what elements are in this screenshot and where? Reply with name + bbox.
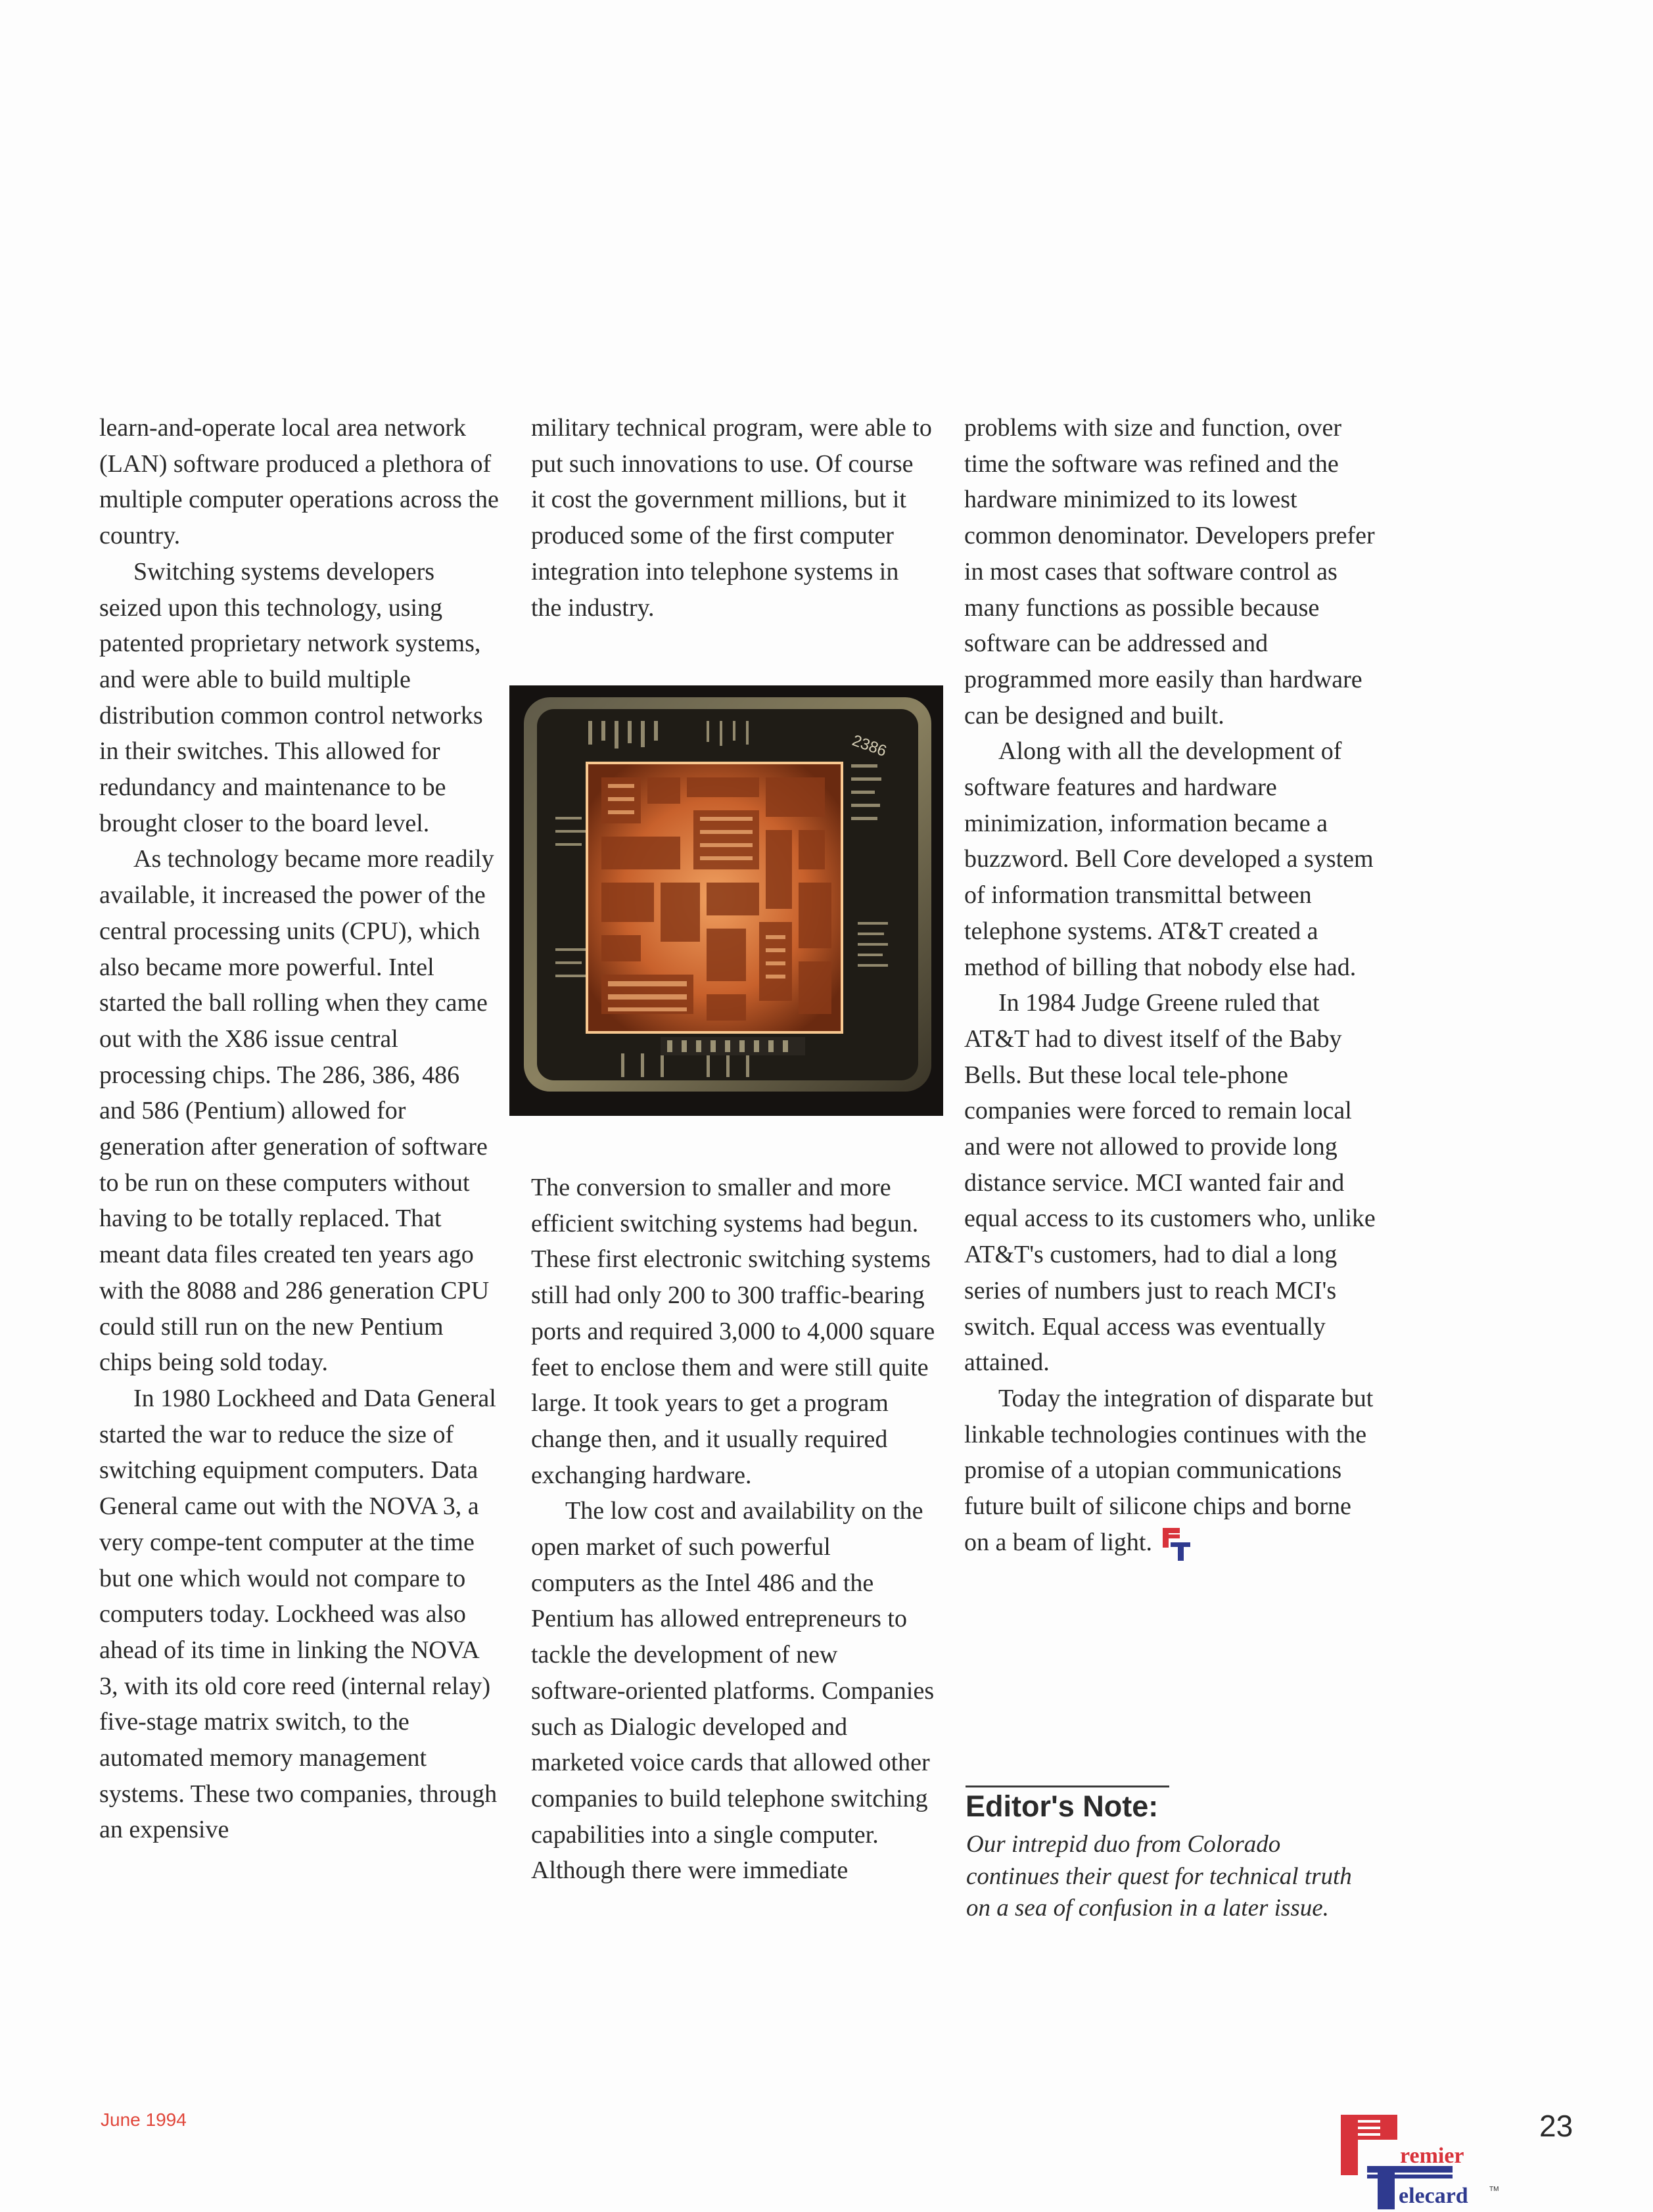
paragraph: military technical program, were able to put such innovations to use. Of course it cost the government millions, but it produced some of the first computer integration into telephone systems in the industry. (531, 414, 932, 622)
logo-trademark: TM (1489, 2186, 1499, 2193)
paragraph: In 1980 Lockheed and Data General started the war to reduce the size of switching equipment computers. Data General came out with the NOVA 3, a very compe-tent computer at the time but one which would not compare to computers today. Lockheed was also ahead of its time in linking the NOVA 3, with its old core reed (internal relay) five-stage matrix switch, to the automated memory management systems. These two companies, through an expensive (99, 1384, 498, 1844)
premier-telecard-logo (1339, 2112, 1501, 2211)
die-marking: 2386 (849, 731, 889, 760)
editors-note-title: Editor's Note: (966, 1789, 1159, 1823)
paragraph: learn-and-operate local area network (LAN) software produced a plethora of multiple computer operations across the country. (99, 414, 499, 550)
paragraph: The low cost and availability on the open market of such powerful computers as the Intel 486 and the Pentium has allowed entrepreneurs to tackle the development of new software-oriented platforms. Companies such as Dialogic developed and marketed voice cards that allowed other companies to build telephone switching capabilities into a single computer. Although there were immediate (531, 1497, 935, 1885)
paragraph: As technology became more readily available, it increased the power of the central processing units (CPU), which also became more powerful. Intel started the ball rolling when they came out with the X86 issue central processing chips. The 286, 386, 486 and 586 (Pentium) allowed for generation after generation of software to be run on these computers without having to be totally replaced. That meant data files created ten years ago with the 8088 and 286 generation CPU could still run on the new Pentium chips being sold today. (99, 845, 494, 1377)
paragraph (964, 1381, 1378, 1562)
editors-note-body: Our intrepid duo from Colorado continues their quest for technical truth on a sea of confusion in a later issue. (966, 1831, 1352, 1922)
end-of-article-logo-icon (1161, 1525, 1192, 1562)
article-column-3 (964, 410, 1378, 1562)
article-column-2-bottom (531, 1170, 937, 1889)
issue-date: June 1994 (101, 2109, 187, 2130)
cpu-die-photo (509, 685, 943, 1116)
paragraph: Switching systems developers seized upon this technology, using patented proprietary network systems, and were able to build multiple distribution common control networks in their switches. This allowed for redundancy and maintenance to be brought closer to the board level. (99, 557, 483, 837)
article-column-1 (99, 410, 500, 1848)
logo-word-remier: remier (1400, 2144, 1464, 2168)
paragraph: In 1984 Judge Greene ruled that AT&T had to divest itself of the Baby Bells. But these local tele-phone companies were forced to remain local and were not allowed to provide long distance service. MCI wanted fair and equal access to its customers who, unlike AT&T's customers, had to dial a long series of numbers just to reach MCI's switch. Equal access was eventually attained. (964, 989, 1376, 1377)
paragraph: Along with all the development of software features and hardware minimization, information became a buzzword. Bell Core developed a system of information transmittal between telephone systems. AT&T created a method of billing that nobody else had. (964, 737, 1374, 981)
logo-word-elecard: elecard (1399, 2184, 1468, 2208)
paragraph: problems with size and function, over time the software was refined and the hardware minimized to its lowest common denominator. Developers prefer in most cases that software control as many functions as possible because software can be addressed and programmed more easily than hardware can be designed and built. (964, 414, 1375, 729)
article-column-2-top (531, 410, 932, 626)
paragraph: The conversion to smaller and more efficient switching systems had begun. These first electronic switching systems still had only 200 to 300 traffic-bearing ports and required 3,000 to 4,000 square feet to enclose them and were still quite large. It took years to get a program change then, and it usually required exchanging hardware. (531, 1174, 935, 1489)
page-number: 23 (1539, 2109, 1573, 2143)
closing-sentence: Today the integration of disparate but linkable technologies continues with the promise of a utopian communications future built of silicone chips and borne on a beam of light. (964, 1384, 1374, 1556)
